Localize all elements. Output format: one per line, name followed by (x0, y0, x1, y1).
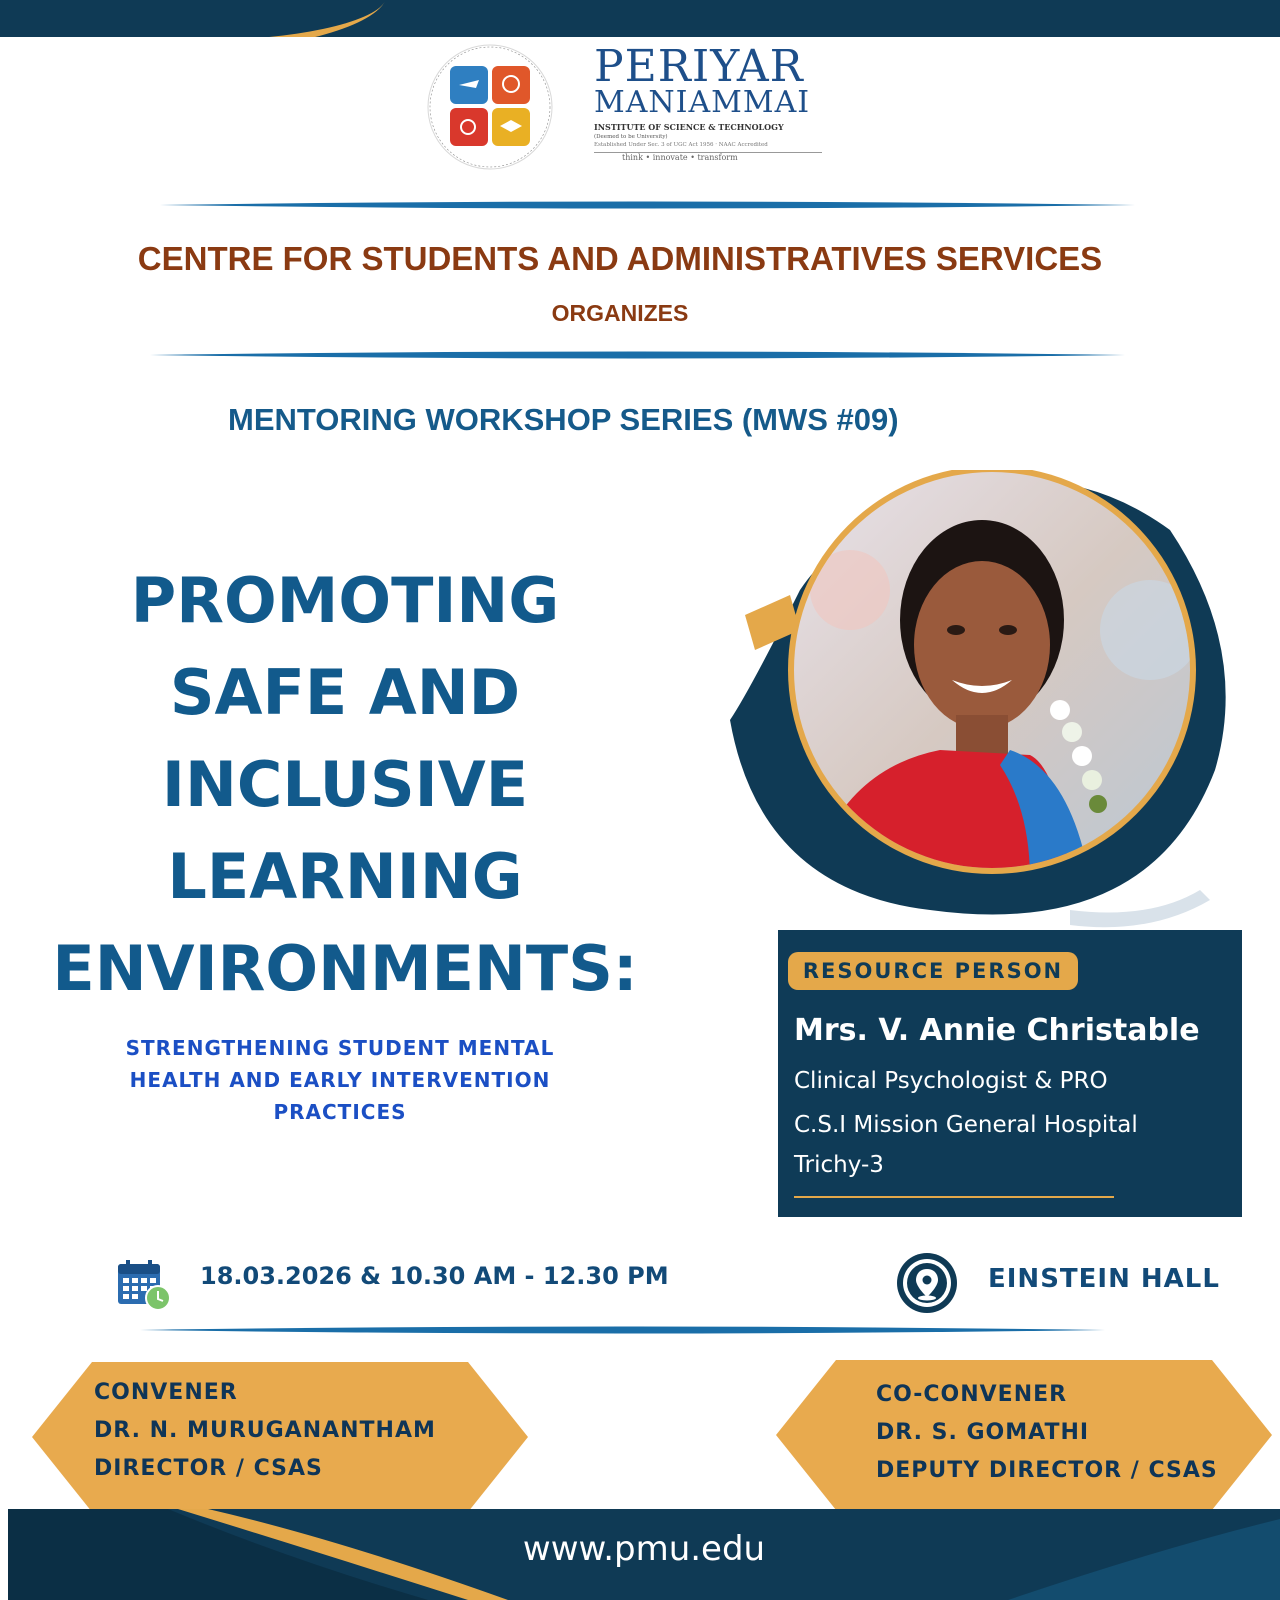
resource-person-org: C.S.I Mission General Hospital (794, 1112, 1138, 1138)
speaker-portrait-frame (730, 470, 1240, 930)
subtitle-line: HEALTH AND EARLY INTERVENTION (129, 1068, 551, 1092)
university-wordmark (594, 41, 834, 162)
co-convener-block (876, 1376, 1218, 1490)
footer-banner (8, 1509, 1280, 1600)
title-line: LEARNING (167, 840, 523, 913)
university-emblem-icon (424, 44, 564, 174)
event-venue: EINSTEIN HALL (988, 1264, 1220, 1294)
workshop-subtitle (90, 1032, 590, 1128)
card-rule (794, 1196, 1114, 1198)
resource-person-place: Trichy-3 (794, 1152, 884, 1178)
subtitle-line: STRENGTHENING STUDENT MENTAL (125, 1036, 555, 1060)
logo-established: Established Under Sec. 3 of UGC Act 1956 · NAAC Accredited (594, 142, 768, 148)
organizer-subtitle: ORGANIZES (551, 300, 689, 326)
logo-name-line2: MANIAMMAI (594, 85, 811, 120)
title-line: SAFE AND (169, 656, 521, 729)
convener-block (94, 1374, 436, 1488)
workshop-series: MENTORING WORKSHOP SERIES (MWS #09) (228, 402, 899, 437)
subtitle-line: PRACTICES (273, 1100, 407, 1124)
logo-deemed: (Deemed to be University) (594, 134, 668, 140)
organizer-divider (150, 350, 1125, 360)
title-line: ENVIRONMENTS: (52, 932, 638, 1005)
logo-institute: INSTITUTE OF SCIENCE & TECHNOLOGY (594, 122, 784, 132)
resource-person-role: Clinical Psychologist & PRO (794, 1068, 1108, 1094)
resource-person-name: Mrs. V. Annie Christable (794, 1013, 1200, 1048)
resource-person-card (778, 930, 1242, 1217)
logo-name-line1: PERIYAR (594, 41, 804, 92)
calendar-icon (116, 1258, 172, 1312)
website-link[interactable]: www.pmu.edu (522, 1529, 766, 1569)
workshop-title (40, 555, 650, 1015)
event-datetime: 18.03.2026 & 10.30 AM - 12.30 PM (200, 1262, 669, 1290)
footer-divider (140, 1325, 1105, 1335)
co-convener-role: CO-CONVENER (876, 1382, 1068, 1407)
title-line: PROMOTING (130, 564, 560, 637)
top-banner (0, 0, 1280, 37)
resource-person-label: RESOURCE PERSON (788, 952, 1078, 990)
co-convener-name: DR. S. GOMATHI (876, 1420, 1090, 1445)
convener-role: CONVENER (94, 1380, 238, 1405)
location-pin-icon (896, 1252, 958, 1314)
organizer-title: CENTRE FOR STUDENTS AND ADMINISTRATIVES SERVICES (137, 240, 1103, 277)
convener-name: DR. N. MURUGANANTHAM (94, 1418, 436, 1443)
co-convener-designation: DEPUTY DIRECTOR / CSAS (876, 1458, 1218, 1483)
top-divider (160, 200, 1135, 210)
convener-designation: DIRECTOR / CSAS (94, 1456, 323, 1481)
title-line: INCLUSIVE (161, 748, 529, 821)
logo-tagline: think • innovate • transform (594, 152, 822, 162)
gold-swoosh (97, 0, 403, 37)
